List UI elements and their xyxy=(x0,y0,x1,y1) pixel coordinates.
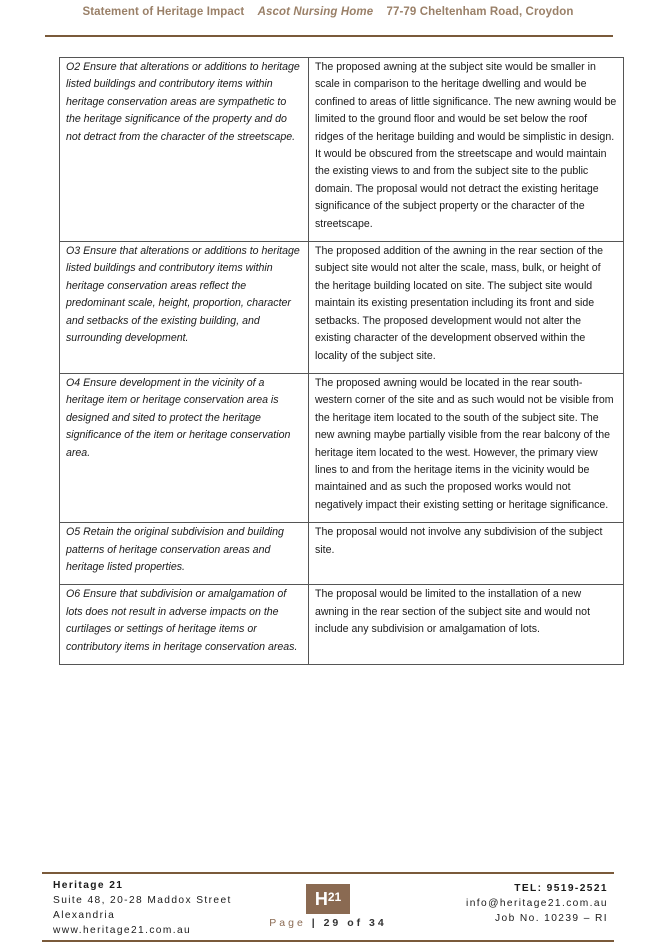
page-total: 34 xyxy=(369,917,387,929)
logo-letter: H xyxy=(314,889,328,909)
response-cell: The proposed awning would be located in the rear south-western corner of the site and as such would not be visible from the heritage item located to the south of the subject site. The new awning maybe partially visible from the rear balcony of the heritage item located to the west. However, the primary view lines to and from the heritage items in the vicinity would be maintained and as such the proposed works would not negatively impact their existing setting or heritage significance. xyxy=(309,373,624,522)
table-row xyxy=(60,242,624,374)
telephone: TEL: 9519-2521 xyxy=(514,883,608,894)
objective-cell: O6 Ensure that subdivision or amalgamation of lots does not result in adverse impacts on the curtilages or settings of heritage items or contributory items in heritage conservation areas. xyxy=(60,585,309,665)
objective-cell: O2 Ensure that alterations or additions to heritage listed buildings and contributory items within heritage conservation areas are sympathetic to the heritage significance of the property and do not detract from the character of the streetscape. xyxy=(60,58,309,242)
email-link[interactable]: info@heritage21.com.au xyxy=(466,898,608,909)
heritage21-logo xyxy=(306,884,350,914)
page-of: of xyxy=(347,917,364,929)
company-address-line2: Alexandria xyxy=(53,910,116,921)
response-cell: The proposed awning at the subject site would be smaller in scale in comparison to the heritage dwelling and would be confined to areas of little significance. The new awning would be limited to the ground floor and would be set below the roof ridges of the heritage building and would be simplistic in design. It would be obscured from the streetscape and would maintain the existing views to and from the subject site to the public domain. The proposal would not detract the existing heritage significance of the subject property or the character of the streetscape. xyxy=(309,58,624,242)
job-number: Job No. 10239 – RI xyxy=(495,913,608,924)
page-separator: | xyxy=(311,917,318,929)
company-address-line1: Suite 48, 20-28 Maddox Street xyxy=(53,895,232,906)
project-name: Ascot Nursing Home xyxy=(257,6,374,18)
company-name: Heritage 21 xyxy=(53,880,124,891)
heritage-criteria-table xyxy=(59,57,624,665)
logo-number: 21 xyxy=(327,890,342,904)
page-header xyxy=(0,6,656,18)
response-cell: The proposed addition of the awning in the rear section of the subject site would not alter the scale, mass, bulk, or height of the heritage building located on site. The subject site would maintain its existing presentation including its front and side setbacks. The proposed development would not alter the existing character of the development observed within the locality of the subject site. xyxy=(309,242,624,374)
header-divider xyxy=(45,35,613,37)
objective-cell: O3 Ensure that alterations or additions to heritage listed buildings and contributory items within heritage conservation areas reflect the predominant scale, height, proportion, character and setbacks of the existing building, and surrounding development. xyxy=(60,242,309,374)
footer-company-block xyxy=(53,878,232,938)
table-row xyxy=(60,58,624,242)
objective-cell: O4 Ensure development in the vicinity of a heritage item or heritage conservation area is designed and sited to protect the heritage significance of the item or heritage conservation area. xyxy=(60,373,309,522)
table-row xyxy=(60,523,624,585)
page-word: Page xyxy=(269,917,306,929)
response-cell: The proposal would not involve any subdivision of the subject site. xyxy=(309,523,624,585)
footer-divider-top xyxy=(42,872,614,874)
document-title: Statement of Heritage Impact xyxy=(82,6,245,18)
response-cell: The proposal would be limited to the installation of a new awning in the rear section of the subject site and would not include any subdivision or amalgamation of lots. xyxy=(309,585,624,665)
footer-divider-bottom xyxy=(42,940,614,942)
table-row xyxy=(60,373,624,522)
table-row xyxy=(60,585,624,665)
page-current: 29 xyxy=(323,917,342,929)
footer-contact-block xyxy=(466,881,608,926)
objective-cell: O5 Retain the original subdivision and building patterns of heritage conservation areas and heritage listed properties. xyxy=(60,523,309,585)
company-website-link[interactable]: www.heritage21.com.au xyxy=(53,925,192,936)
project-address: 77-79 Cheltenham Road, Croydon xyxy=(386,6,574,18)
